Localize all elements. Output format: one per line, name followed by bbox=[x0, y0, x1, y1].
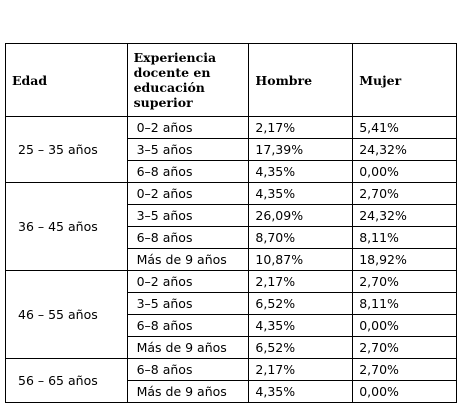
male-percent-cell: 2,17% bbox=[249, 271, 353, 293]
table-body bbox=[6, 117, 457, 403]
female-percent-cell: 24,32% bbox=[353, 139, 457, 161]
table-header bbox=[6, 44, 457, 117]
male-percent-cell: 4,35% bbox=[249, 315, 353, 337]
male-percent-cell: 2,17% bbox=[249, 117, 353, 139]
female-percent-cell: 18,92% bbox=[353, 249, 457, 271]
male-percent-cell: 4,35% bbox=[249, 381, 353, 403]
experience-cell: Más de 9 años bbox=[127, 381, 249, 403]
experience-cell: 3–5 años bbox=[127, 139, 249, 161]
female-percent-cell: 2,70% bbox=[353, 359, 457, 381]
female-percent-cell: 2,70% bbox=[353, 337, 457, 359]
table-row bbox=[6, 183, 457, 205]
age-group-cell: 56 – 65 años bbox=[6, 359, 128, 403]
experience-cell: Más de 9 años bbox=[127, 337, 249, 359]
experience-cell: 6–8 años bbox=[127, 161, 249, 183]
male-percent-cell: 17,39% bbox=[249, 139, 353, 161]
header-row bbox=[6, 44, 457, 117]
male-percent-cell: 26,09% bbox=[249, 205, 353, 227]
male-percent-cell: 10,87% bbox=[249, 249, 353, 271]
table-row bbox=[6, 117, 457, 139]
male-percent-cell: 6,52% bbox=[249, 293, 353, 315]
male-percent-cell: 4,35% bbox=[249, 161, 353, 183]
header-male: Hombre bbox=[249, 44, 353, 117]
experience-cell: 3–5 años bbox=[127, 205, 249, 227]
experience-cell: 3–5 años bbox=[127, 293, 249, 315]
female-percent-cell: 5,41% bbox=[353, 117, 457, 139]
header-experience: Experiencia docente en educación superior bbox=[127, 44, 249, 117]
female-percent-cell: 0,00% bbox=[353, 161, 457, 183]
male-percent-cell: 2,17% bbox=[249, 359, 353, 381]
table-row bbox=[6, 359, 457, 381]
age-group-cell: 36 – 45 años bbox=[6, 183, 128, 271]
table-row bbox=[6, 271, 457, 293]
female-percent-cell: 2,70% bbox=[353, 183, 457, 205]
header-age: Edad bbox=[6, 44, 128, 117]
male-percent-cell: 8,70% bbox=[249, 227, 353, 249]
experience-cell: 0–2 años bbox=[127, 271, 249, 293]
age-group-cell: 25 – 35 años bbox=[6, 117, 128, 183]
header-female: Mujer bbox=[353, 44, 457, 117]
experience-gender-table bbox=[5, 43, 457, 403]
experience-cell: 6–8 años bbox=[127, 315, 249, 337]
experience-cell: 0–2 años bbox=[127, 117, 249, 139]
experience-cell: 6–8 años bbox=[127, 227, 249, 249]
female-percent-cell: 24,32% bbox=[353, 205, 457, 227]
male-percent-cell: 4,35% bbox=[249, 183, 353, 205]
female-percent-cell: 0,00% bbox=[353, 381, 457, 403]
female-percent-cell: 8,11% bbox=[353, 293, 457, 315]
female-percent-cell: 2,70% bbox=[353, 271, 457, 293]
experience-cell: Más de 9 años bbox=[127, 249, 249, 271]
experience-cell: 0–2 años bbox=[127, 183, 249, 205]
female-percent-cell: 0,00% bbox=[353, 315, 457, 337]
age-group-cell: 46 – 55 años bbox=[6, 271, 128, 359]
male-percent-cell: 6,52% bbox=[249, 337, 353, 359]
experience-cell: 6–8 años bbox=[127, 359, 249, 381]
female-percent-cell: 8,11% bbox=[353, 227, 457, 249]
